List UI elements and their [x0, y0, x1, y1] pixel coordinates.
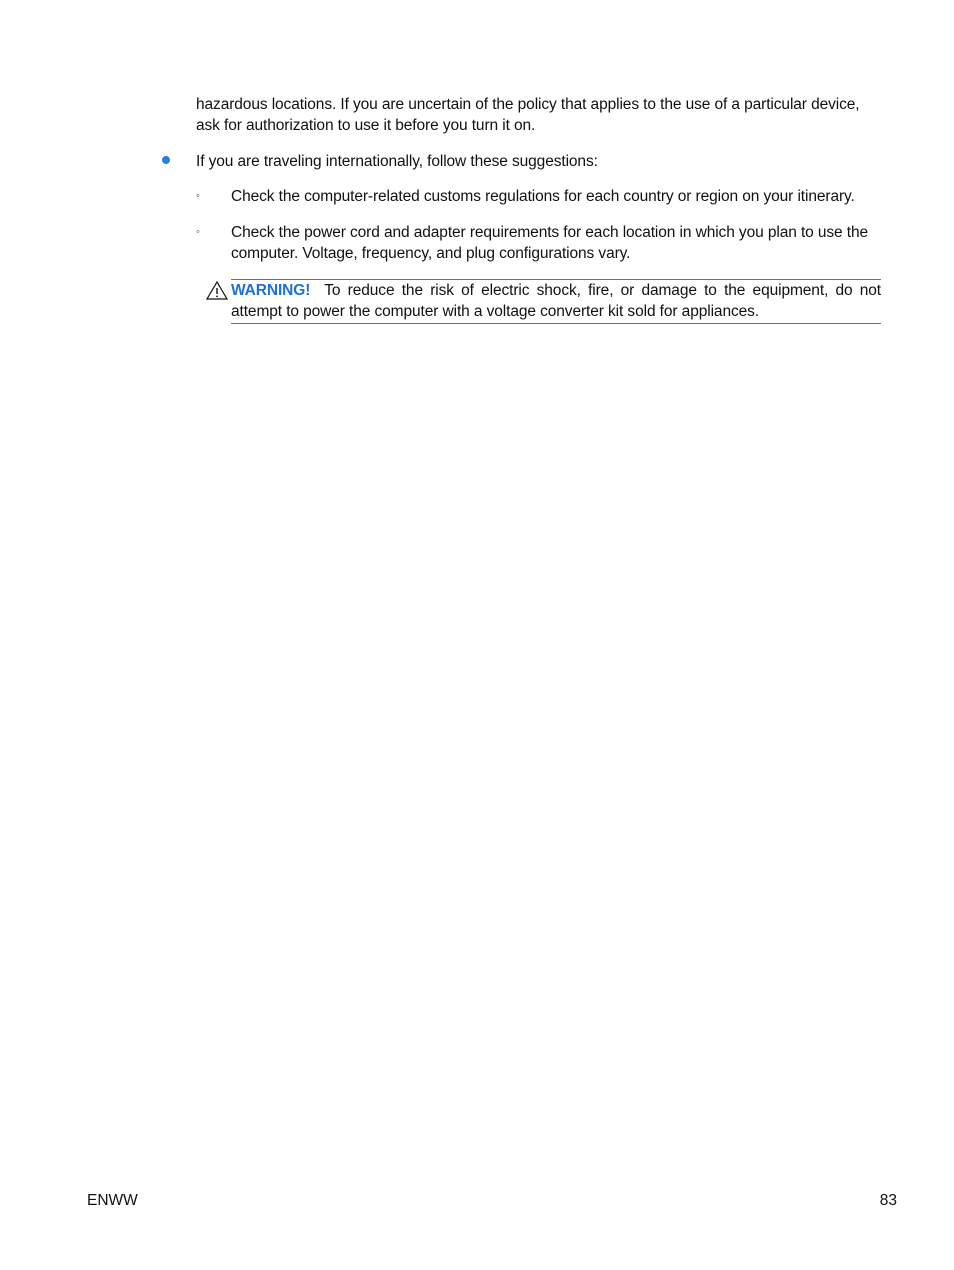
footer-locale-label: ENWW	[87, 1192, 138, 1209]
warning-callout	[231, 279, 881, 324]
sub-bullet-marker: ◦	[196, 226, 200, 238]
continuation-paragraph: hazardous locations. If you are uncertain of the policy that applies to the use of a particular device, ask for authorization to use it before you turn it on.	[196, 96, 860, 134]
warning-label: WARNING!	[231, 282, 311, 299]
page-number: 83	[879, 1192, 897, 1209]
sub-bullet-marker: ◦	[196, 190, 200, 202]
bullet-item-text: If you are traveling internationally, follow these suggestions:	[196, 153, 598, 170]
bullet-dot-icon	[162, 156, 170, 164]
sub-item-power-text: Check the power cord and adapter requirements for each location in which you plan to use the computer. Voltage, frequency, and plug configurations vary.	[231, 224, 869, 262]
sub-item-customs-text: Check the computer-related customs regulations for each country or region on your itinerary.	[231, 188, 855, 205]
warning-text: To reduce the risk of electric shock, fire, or damage to the equipment, do not attempt to power the computer with a voltage converter kit sold for appliances.	[231, 282, 881, 320]
warning-paragraph	[231, 280, 881, 322]
warning-triangle-icon	[206, 281, 228, 300]
